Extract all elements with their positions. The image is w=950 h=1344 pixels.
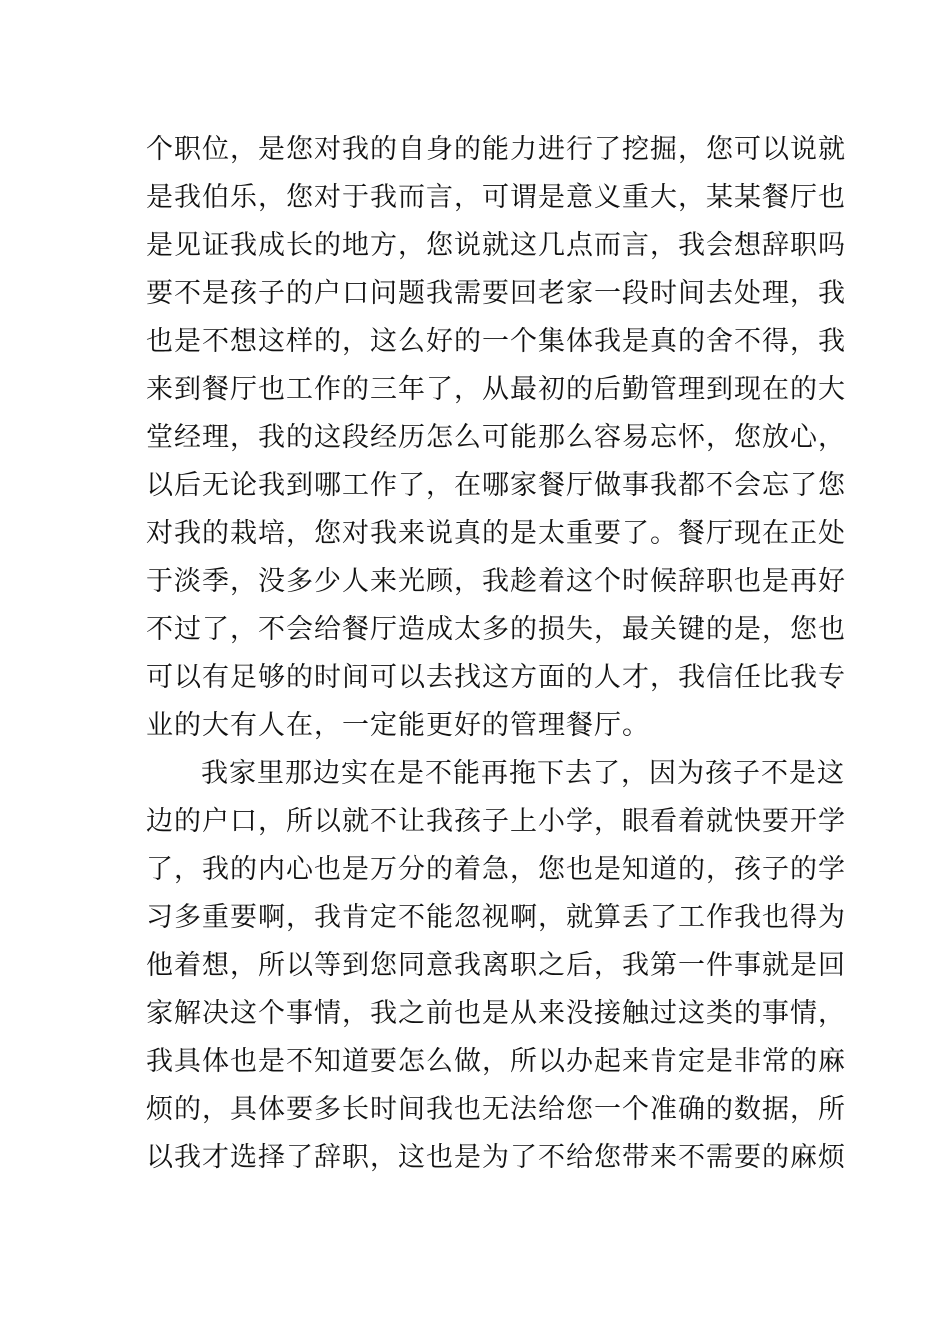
text-line: 堂经理，我的这段经历怎么可能那么容易忘怀，您放心， [146, 422, 846, 453]
text-line: 了，我的内心也是万分的着急，您也是知道的，孩子的学 [146, 854, 846, 885]
text-line: 个职位，是您对我的自身的能力进行了挖掘，您可以说就 [146, 134, 846, 165]
text-line: 他着想，所以等到您同意我离职之后，我第一件事就是回 [146, 950, 846, 981]
text-line: 对我的栽培，您对我来说真的是太重要了。餐厅现在正处 [146, 518, 846, 549]
text-line: 来到餐厅也工作的三年了，从最初的后勤管理到现在的大 [146, 374, 846, 405]
text-line: 习多重要啊，我肯定不能忽视啊，就算丢了工作我也得为 [146, 902, 846, 933]
text-line: 以我才选择了辞职，这也是为了不给您带来不需要的麻烦 [146, 1142, 846, 1173]
text-line: 以后无论我到哪工作了，在哪家餐厅做事我都不会忘了您 [146, 470, 846, 501]
text-line: 家解决这个事情，我之前也是从来没接触过这类的事情， [146, 998, 846, 1029]
text-line: 烦的，具体要多长时间我也无法给您一个准确的数据，所 [146, 1094, 846, 1125]
paragraph-start-line: 我家里那边实在是不能再拖下去了，因为孩子不是这 [201, 758, 845, 789]
text-line: 我具体也是不知道要怎么做，所以办起来肯定是非常的麻 [146, 1046, 846, 1077]
text-line: 不过了，不会给餐厅造成太多的损失，最关键的是，您也 [146, 614, 846, 645]
text-line: 边的户口，所以就不让我孩子上小学，眼看着就快要开学 [146, 806, 846, 837]
text-line: 于淡季，没多少人来光顾，我趁着这个时候辞职也是再好 [146, 566, 846, 597]
text-line: 也是不想这样的，这么好的一个集体我是真的舍不得，我 [146, 326, 846, 357]
text-line: 业的大有人在，一定能更好的管理餐厅。 [146, 710, 650, 741]
text-line: 是见证我成长的地方，您说就这几点而言，我会想辞职吗 [146, 230, 846, 261]
text-line: 是我伯乐，您对于我而言，可谓是意义重大，某某餐厅也 [146, 182, 846, 213]
body-text [146, 126, 846, 1182]
text-line: 要不是孩子的户口问题我需要回老家一段时间去处理，我 [146, 278, 846, 309]
text-line: 可以有足够的时间可以去找这方面的人才，我信任比我专 [146, 662, 846, 693]
